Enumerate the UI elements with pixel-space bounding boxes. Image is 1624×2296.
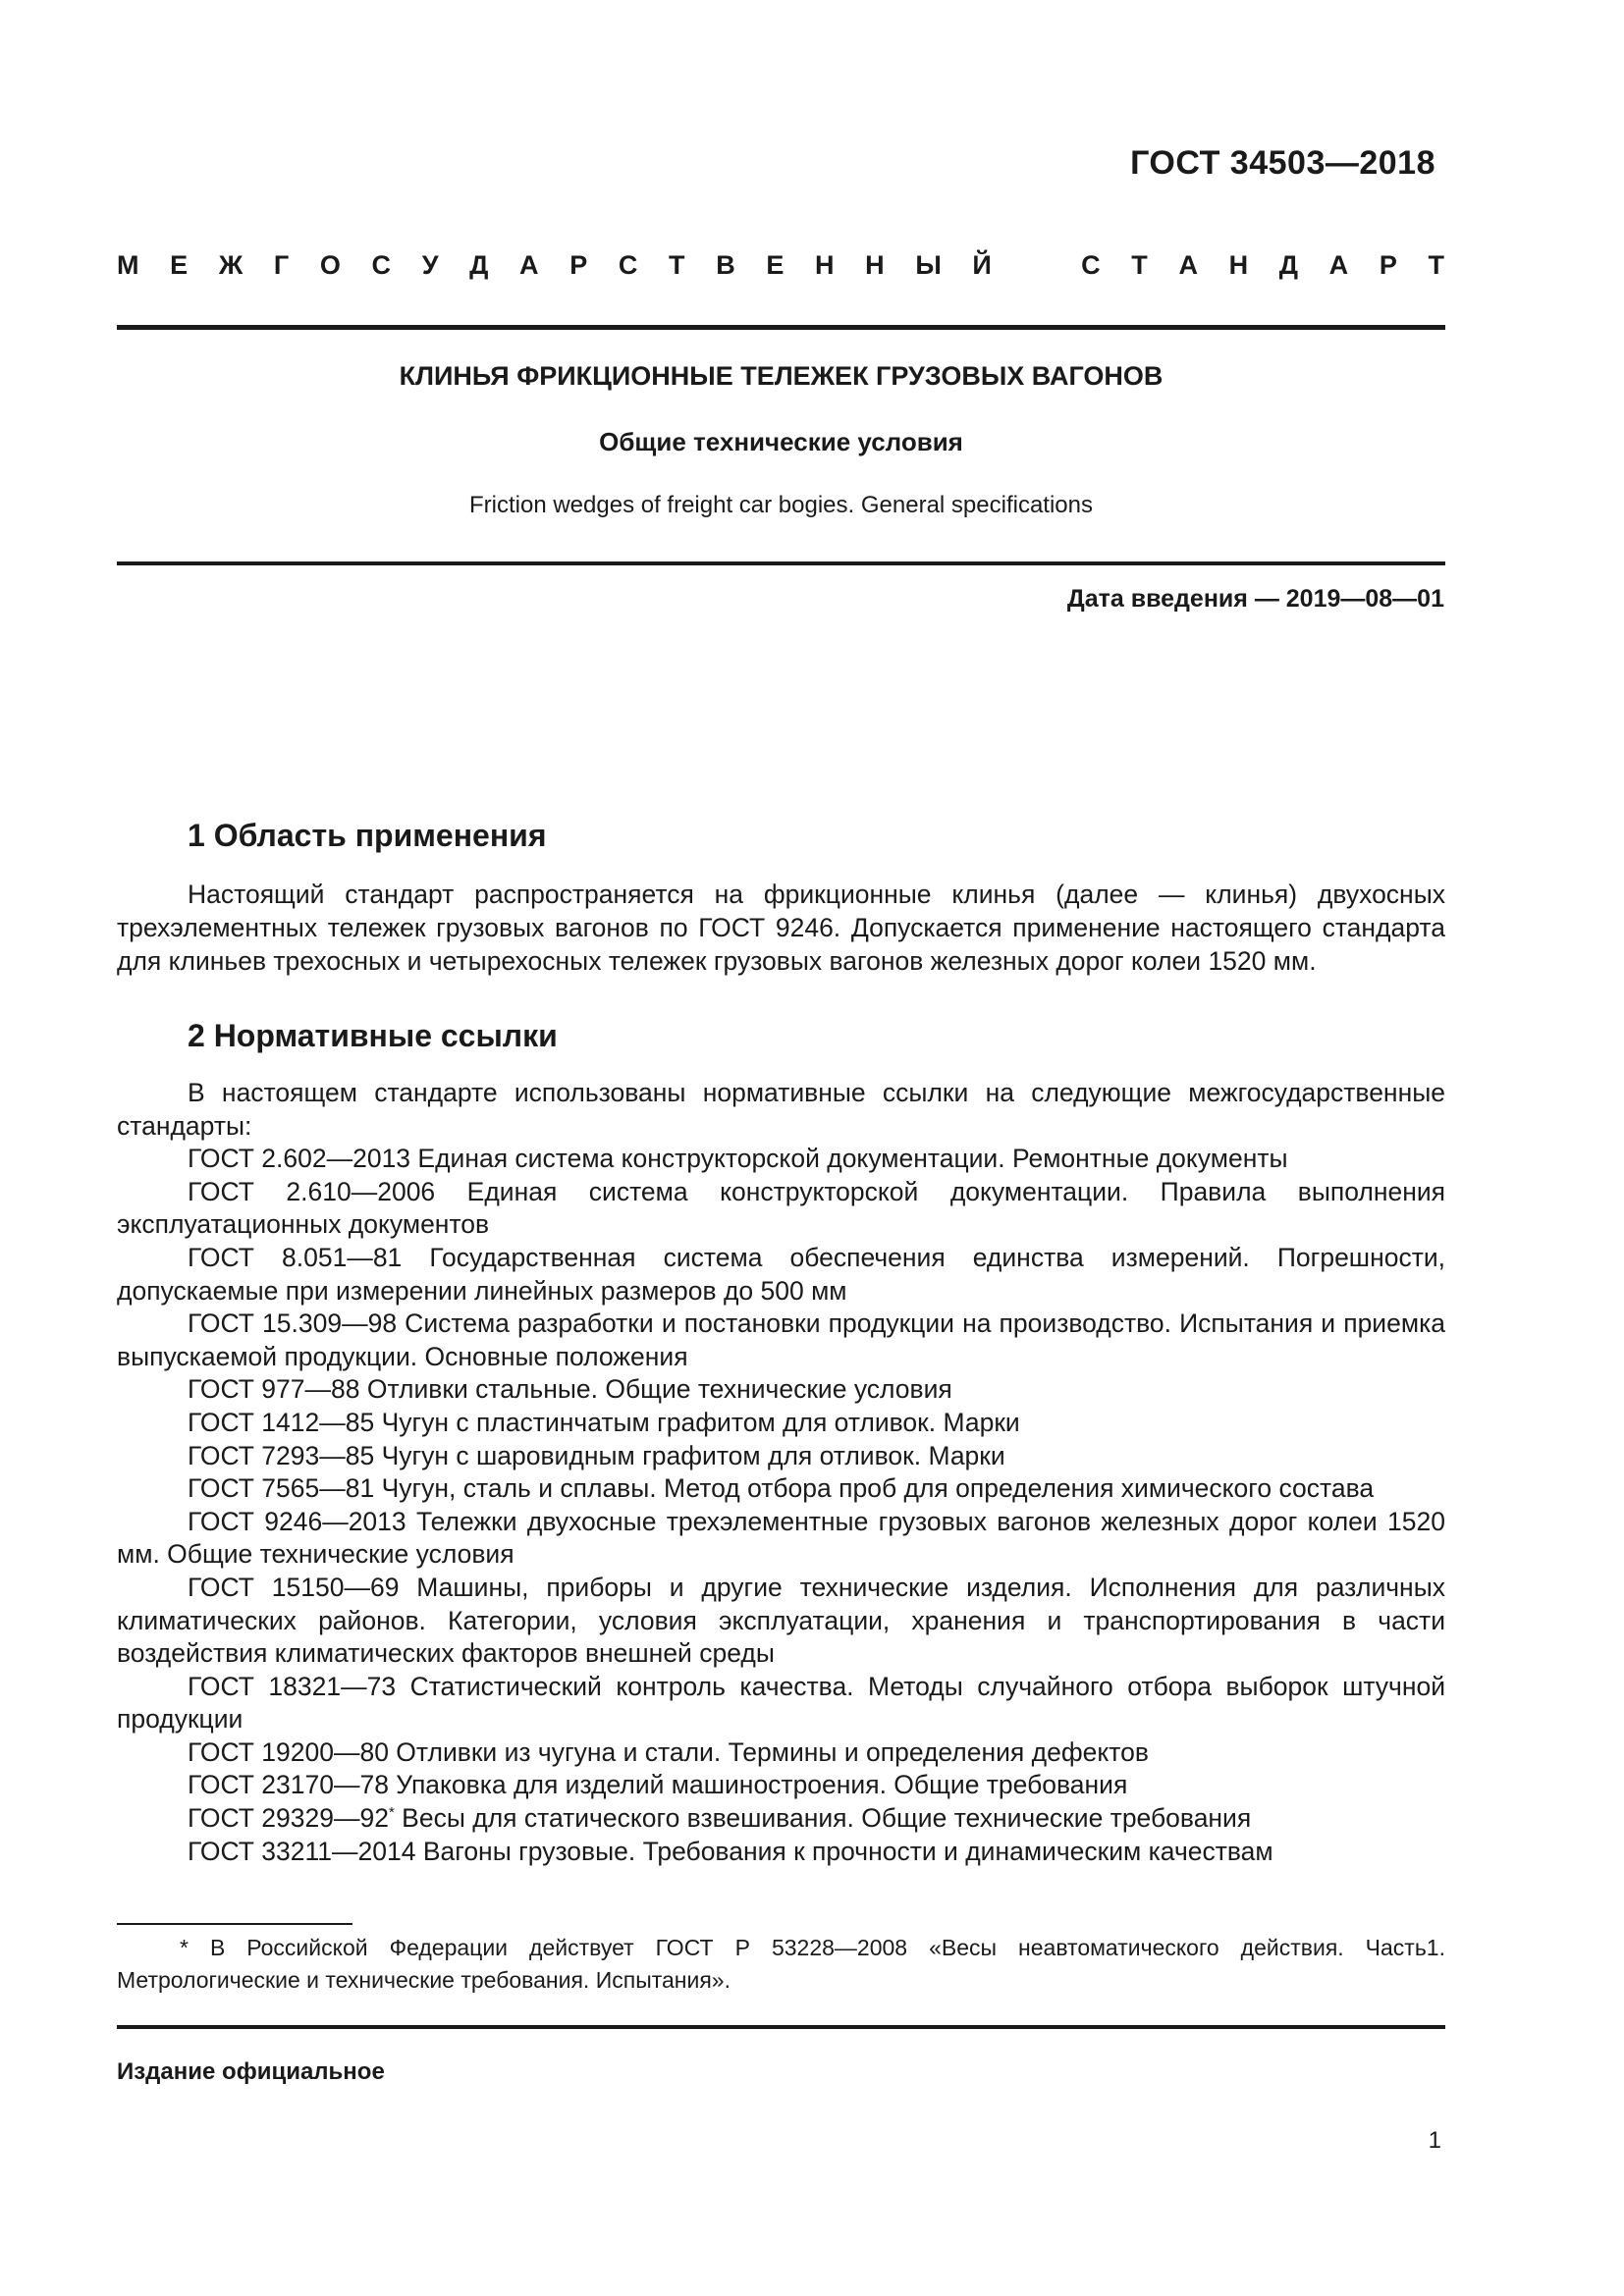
- reference-item: ГОСТ 19200—80 Отливки из чугуна и стали. Термины и определения дефектов: [188, 1736, 1149, 1767]
- footnote-text: * В Российской Федерации действует ГОСТ Р 53228—2008 «Весы неавтоматического действия. Часть1. Метрологические и технические требования. Испытания».: [117, 1935, 1445, 1993]
- standard-type-letter: У: [421, 250, 439, 280]
- reference-code: ГОСТ 29329—92: [188, 1803, 389, 1834]
- reference-item: ГОСТ 2.602—2013 Единая система конструкторской документации. Ремонтные документы: [188, 1144, 1288, 1174]
- english-title: Friction wedges of freight car bogies. General specifications: [469, 492, 1093, 518]
- document-title: КЛИНЬЯ ФРИКЦИОННЫЕ ТЕЛЕЖЕК ГРУЗОВЫХ ВАГОНОВ: [399, 361, 1164, 391]
- introduction-date: Дата введения — 2019—08—01: [1066, 585, 1444, 613]
- reference-item: ГОСТ 33211—2014 Вагоны грузовые. Требования к прочности и динамическим качествам: [188, 1836, 1273, 1866]
- reference-item: ГОСТ 2.610—2006 Единая система конструкторской документации. Правила выполнения эксплуатационных документов: [117, 1176, 1445, 1240]
- footnote-rule: [117, 1923, 352, 1925]
- section-1-heading: 1 Область применения: [188, 818, 547, 853]
- standard-type-letter: Г: [273, 250, 290, 280]
- title-rule: [117, 561, 1445, 565]
- official-edition-label: Издание официальное: [117, 2058, 385, 2085]
- standard-type-letter: С: [371, 250, 392, 280]
- reference-item: ГОСТ 9246—2013 Тележки двухосные трехэлементные грузовых вагонов железных дорог колеи 1520 мм. Общие технические условия: [117, 1506, 1445, 1570]
- standard-type-letter: Т: [1131, 250, 1148, 280]
- section-1-body: [117, 878, 1445, 978]
- standard-number: ГОСТ 34503—2018: [1130, 144, 1435, 182]
- standard-type-letter: Д: [1278, 250, 1299, 280]
- standard-type-letter: А: [519, 250, 539, 280]
- section-1-paragraph: Настоящий стандарт распространяется на фрикционные клинья (далее — клинья) двухосных трехэлементных тележек грузовых вагонов по ГОСТ 9246. Допускается применение настоящего стандарта для клиньев трехосных и четырехосных тележек грузовых вагонов железных дорог колеи 1520 мм.: [117, 880, 1445, 976]
- reference-item: ГОСТ 977—88 Отливки стальные. Общие технические условия: [188, 1374, 952, 1405]
- word-gap: [1022, 250, 1050, 281]
- reference-item: ГОСТ 7565—81 Чугун, сталь и сплавы. Метод отбора проб для определения химического состава: [188, 1473, 1375, 1504]
- standard-type-letter: О: [319, 250, 341, 280]
- reference-item: ГОСТ 23170—78 Упаковка для изделий машиностроения. Общие требования: [188, 1770, 1128, 1800]
- standard-type-letter: Р: [1379, 250, 1397, 280]
- reference-item: ГОСТ 8.051—81 Государственная система обеспечения единства измерений. Погрешности, допускаемые при измерении линейных размеров до 500 мм: [117, 1242, 1445, 1306]
- page-number: 1: [1428, 2127, 1441, 2154]
- section-2-heading: 2 Нормативные ссылки: [188, 1018, 558, 1053]
- standard-type-letter: А: [1178, 250, 1198, 280]
- reference-title: Весы для статического взвешивания. Общие технические требования: [394, 1803, 1252, 1834]
- section-2-intro: В настоящем стандарте использованы нормативные ссылки на следующие межгосударственные стандарты:: [117, 1078, 1445, 1141]
- reference-item: ГОСТ 15.309—98 Система разработки и постановки продукции на производство. Испытания и приемка выпускаемой продукции. Основные положения: [117, 1308, 1445, 1371]
- standard-type-letter: Ж: [218, 250, 244, 280]
- reference-item: ГОСТ 15150—69 Машины, приборы и другие технические изделия. Исполнения для различных климатических районов. Категории, условия эксплуатации, хранения и транспортирования в части воздействия климатических факторов внешней среды: [117, 1572, 1445, 1669]
- standard-type-letter: Е: [766, 250, 785, 280]
- header-rule: [117, 325, 1445, 330]
- reference-item: ГОСТ 7293—85 Чугун с шаровидным графитом для отливок. Марки: [188, 1440, 1005, 1470]
- reference-item-footnoted: [117, 1802, 1445, 1836]
- standard-type-letter: Й: [972, 250, 992, 280]
- reference-item: ГОСТ 18321—73 Статистический контроль качества. Методы случайного отбора выборок штучной продукции: [117, 1671, 1445, 1735]
- reference-item: ГОСТ 1412—85 Чугун с пластинчатым графитом для отливок. Марки: [188, 1407, 1020, 1437]
- standard-type-letter: С: [618, 250, 638, 280]
- standard-type-letter: М: [117, 250, 139, 280]
- standard-type-letter: Е: [170, 250, 189, 280]
- standard-type-letter: Н: [815, 250, 835, 280]
- standard-type-heading: [117, 250, 1444, 281]
- standard-type-letter: А: [1328, 250, 1349, 280]
- standard-type-letter: Р: [569, 250, 588, 280]
- footnote: [117, 1932, 1445, 1997]
- standard-type-letter: Т: [669, 250, 685, 280]
- document-subtitle: Общие технические условия: [599, 427, 963, 456]
- standard-type-letter: Н: [1228, 250, 1249, 280]
- standard-type-letter: В: [716, 250, 735, 280]
- standard-type-letter: Д: [469, 250, 489, 280]
- standard-type-letter: Н: [865, 250, 885, 280]
- standard-type-letter: Т: [1428, 250, 1444, 280]
- standard-type-letter: Ы: [915, 250, 942, 280]
- standard-type-letter: С: [1081, 250, 1101, 280]
- footer-rule: [117, 2025, 1445, 2029]
- footnote-marker: *: [388, 1804, 395, 1822]
- normative-references: [117, 1077, 1445, 1868]
